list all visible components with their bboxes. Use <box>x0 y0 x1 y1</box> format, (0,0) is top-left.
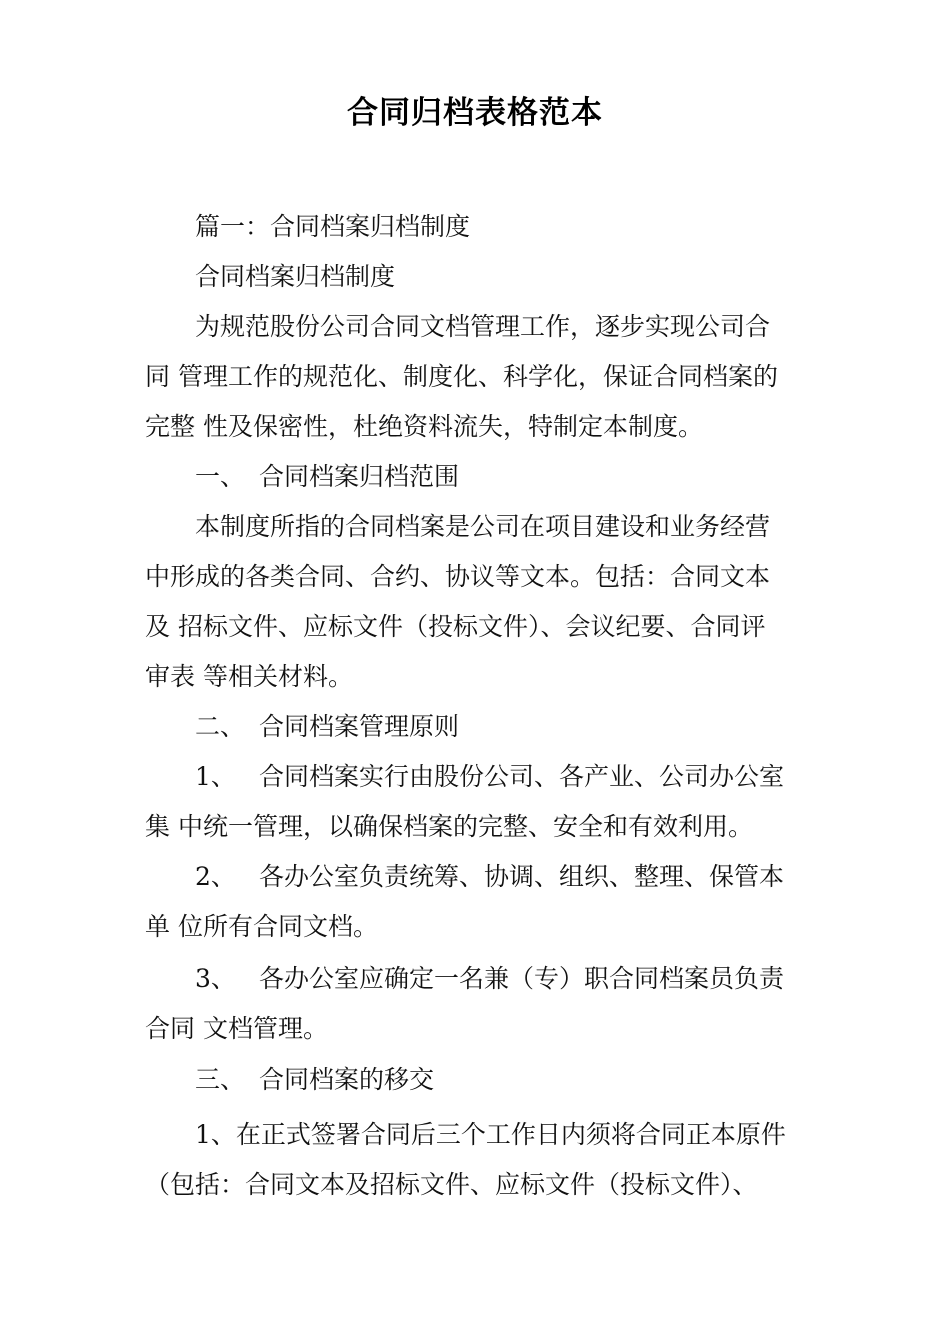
section-heading-3 <box>195 1055 434 1105</box>
section-number: 三、 <box>195 1065 246 1094</box>
paragraph-line: 为规范股份公司合同文档管理工作，逐步实现公司合 <box>195 312 771 341</box>
section-heading-1 <box>195 452 459 502</box>
paragraph-line: 1、在正式签署合同后三个工作日内须将合同正本原件 <box>195 1120 786 1149</box>
chapter-heading: 篇一：合同档案归档制度 <box>195 212 471 241</box>
section-number: 一、 <box>195 462 246 491</box>
paragraph-line: （包括：合同文本及招标文件、应标文件（投标文件）、 <box>145 1170 758 1199</box>
section-heading-text: 合同档案管理原则 <box>259 712 460 741</box>
paragraph-line: 集 中统一管理，以确保档案的完整、安全和有效利用。 <box>145 812 753 841</box>
list-item-text: 各办公室应确定一名兼（专）职合同档案员负责 <box>259 964 785 993</box>
section-title: 合同档案归档制度 <box>195 262 396 291</box>
list-item-text: 各办公室负责统筹、协调、组织、整理、保管本 <box>259 862 785 891</box>
paragraph-line: 本制度所指的合同档案是公司在项目建设和业务经营 <box>195 512 771 541</box>
paragraph-line: 合同 文档管理。 <box>145 1014 328 1043</box>
paragraph-line: 单 位所有合同文档。 <box>145 912 378 941</box>
list-item-text: 合同档案实行由股份公司、各产业、公司办公室 <box>259 762 785 791</box>
paragraph-line: 完整 性及保密性，杜绝资料流失，特制定本制度。 <box>145 412 703 441</box>
paragraph-line: 审表 等相关材料。 <box>145 662 353 691</box>
list-item-2 <box>195 852 784 902</box>
section-heading-text: 合同档案的移交 <box>259 1065 435 1094</box>
paragraph-line: 中形成的各类合同、合约、协议等文本。包括：合同文本 <box>145 562 771 591</box>
section-heading-text: 合同档案归档范围 <box>259 462 460 491</box>
section-number: 二、 <box>195 712 246 741</box>
paragraph-line: 同 管理工作的规范化、制度化、科学化，保证合同档案的 <box>145 362 778 391</box>
list-number: 2、 <box>195 862 236 891</box>
paragraph-line: 及 招标文件、应标文件（投标文件）、会议纪要、合同评 <box>145 612 766 641</box>
list-item-3 <box>195 954 784 1004</box>
section-heading-2 <box>195 702 459 752</box>
list-number: 3、 <box>195 964 236 993</box>
document-title: 合同归档表格范本 <box>347 95 603 131</box>
list-item-1 <box>195 752 784 802</box>
list-number: 1、 <box>195 762 236 791</box>
